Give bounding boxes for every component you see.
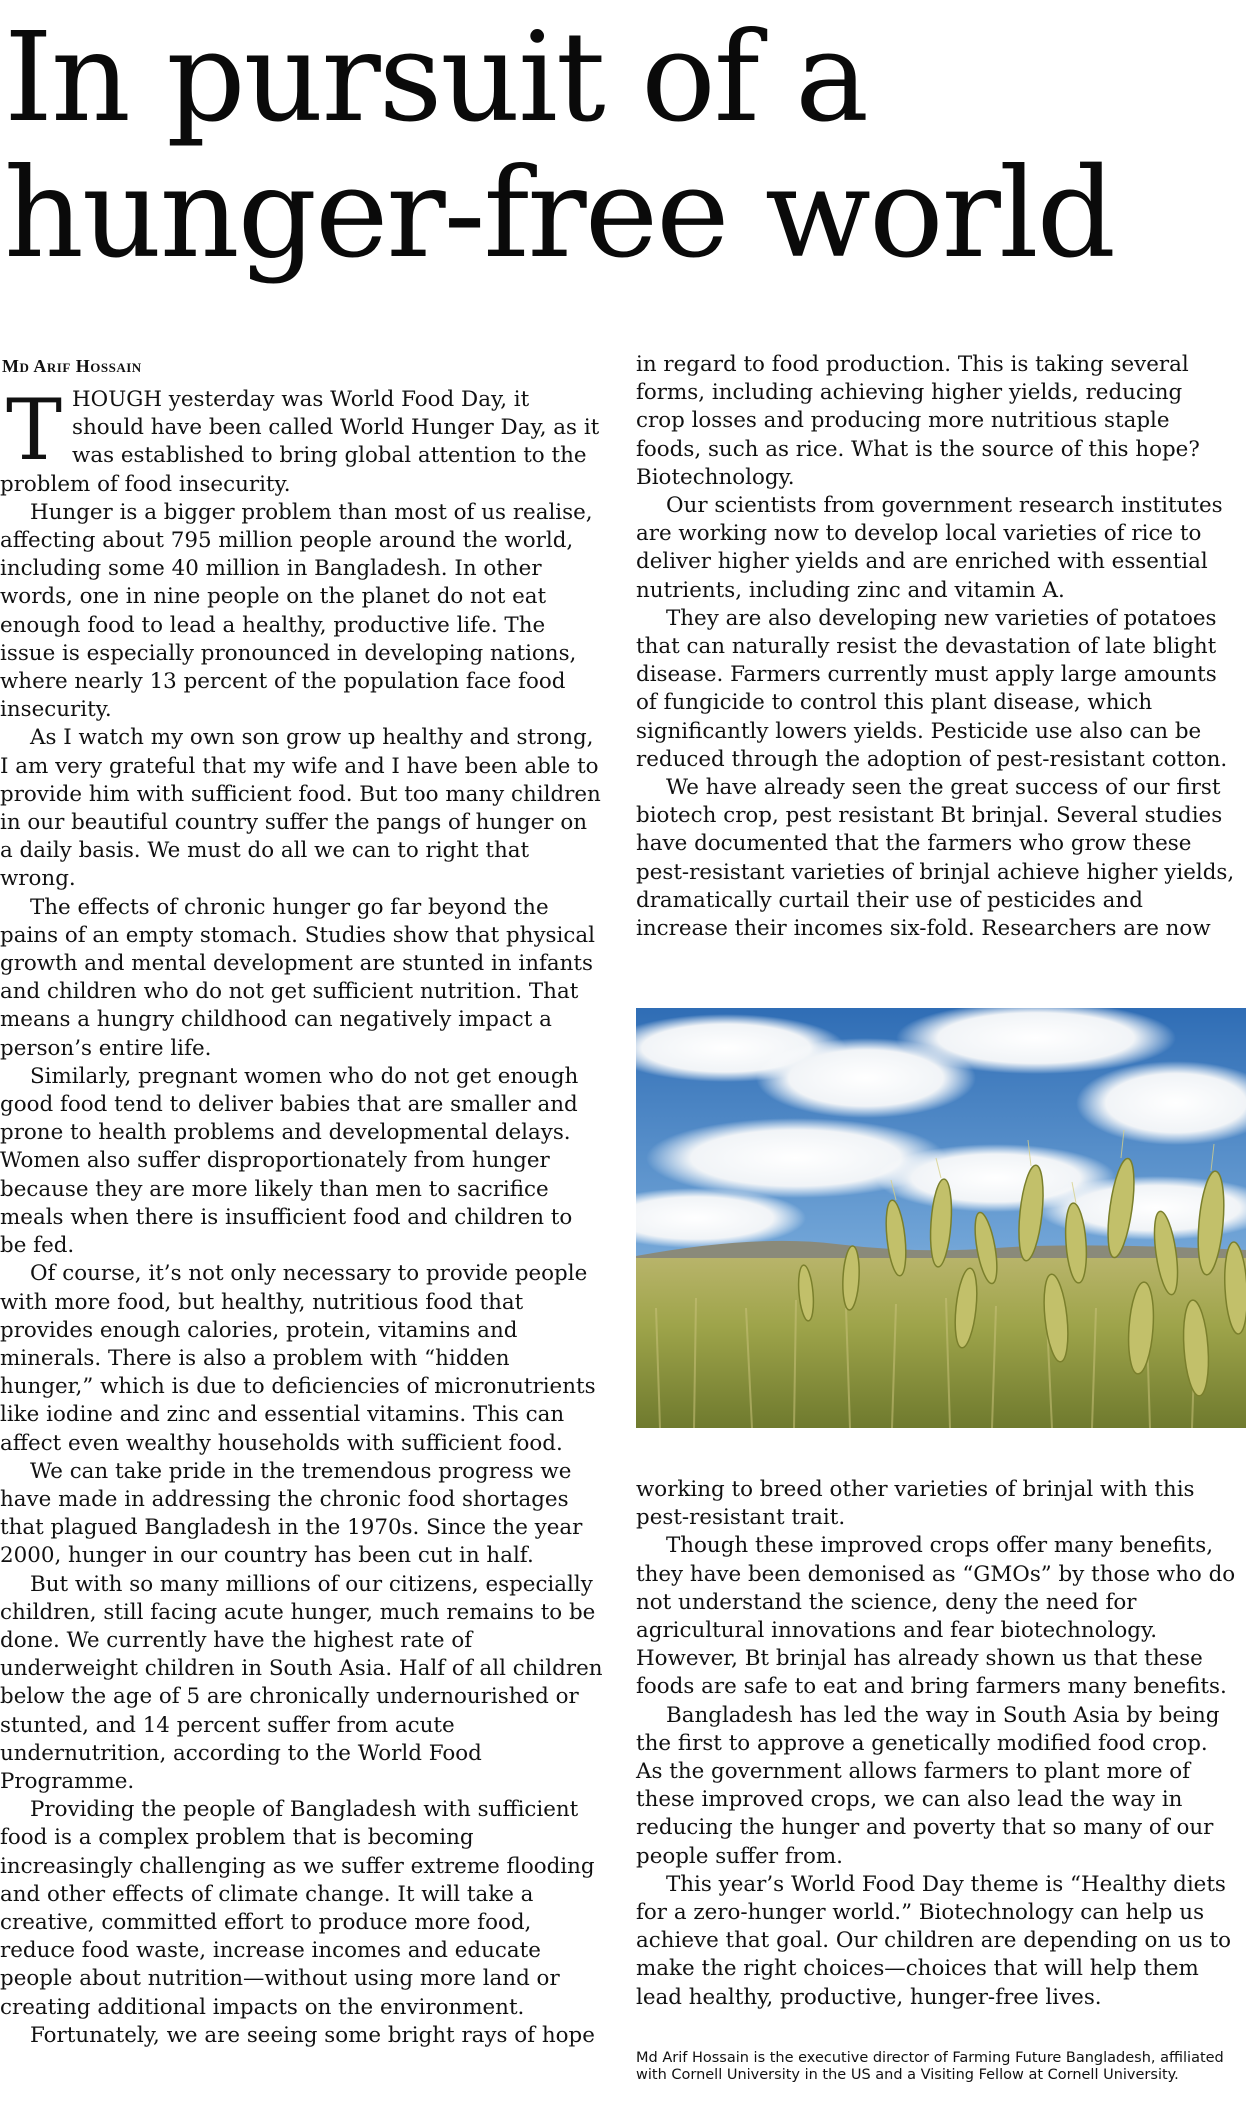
paragraph: Providing the people of Bangladesh with sufficient food is a complex problem that is becoming increasingly challenging as we suffer extreme flooding and other effects of climate change. It will take a creative, committed effort to produce more food, reduce food waste, increase incomes and educate people about nutrition—without using more land or creating additional impacts on the environment. [0,1797,595,2020]
drop-cap: T [6,381,63,479]
paragraph [0,381,604,499]
headline: In pursuit of a hunger-free world [4,6,1114,286]
paragraph: in regard to food production. This is taking several forms, including achieving higher yields, reducing crop losses and producing more nutritious staple foods, such as rice. What is the source of this hope? Biotechnology. [636,352,1200,490]
paragraph: As I watch my own son grow up healthy and strong, I am very grateful that my wife and I have been able to provide him with sufficient food. But too many children in our beautiful country suffer the pangs of hunger on a daily basis. We must do all we can to right that wrong. [0,725,601,892]
right-column-bottom [636,1476,1236,2012]
paragraph: But with so many millions of our citizens, especially children, still facing acute hunger, much remains to be done. We currently have the highest rate of underweight children in South Asia. Half of all children below the age of 5 are chronically undernourished or stunted, and 14 percent suffer from acute undernutrition, according to the World Food Programme. [0,1571,603,1794]
paragraph: working to breed other varieties of brinjal with this pest-resistant trait. [636,1477,1195,1531]
paragraph: We have already seen the great success of our first biotech crop, pest resistant Bt brinjal. Several studies have documented that the farmers who grow these pest-resistant varieties of brinjal achieve higher yields, dramatically curtail their use of pesticides and increase their incomes six-fold. Researchers are now [636,775,1235,942]
paragraph: Similarly, pregnant women who do not get enough good food tend to deliver babies that are smaller and prone to health problems and developmental delays. Women also suffer disproportionately from hunger because they are more likely than men to sacrifice meals when there is insufficient food and children to be fed. [0,1063,579,1259]
paragraph: Of course, it’s not only necessary to provide people with more food, but healthy, nutritious food that provides enough calories, protein, vitamins and minerals. There is also a problem with “hidden hunger,” which is due to deficiencies of micronutrients like iodine and zinc and essential vitamins. This can affect even wealthy households with sufficient food. [0,1261,596,1456]
left-column [0,381,604,2050]
right-column-top [636,351,1236,943]
paragraph: Fortunately, we are seeing some bright rays of hope [30,2022,595,2048]
paragraph-text: HOUGH yesterday was World Food Day, it should have been called World Hunger Day, as it was established to bring global attention to the problem of food insecurity. [0,387,600,497]
paragraph: Bangladesh has led the way in South Asia by being the first to approve a genetically modified food crop. As the government allows farmers to plant more of these improved crops, we can also lead the way in reducing the hunger and poverty that so many of our people suffer from. [636,1702,1220,1869]
author-bio: Md Arif Hossain is the executive director of Farming Future Bangladesh, affiliated with Cornell University in the US and a Visiting Fellow at Cornell University. [636,2050,1224,2083]
paragraph: This year’s World Food Day theme is “Healthy diets for a zero-hunger world.” Biotechnology can help us achieve that goal. Our children are depending on us to make the right choices—choices that will help them lead healthy, productive, hunger-free lives. [636,1871,1231,2010]
byline: Md Arif Hossain [2,356,142,376]
paragraph: Our scientists from government research institutes are working now to develop local varieties of rice to deliver higher yields and are enriched with essential nutrients, including zinc and vitamin A. [636,493,1223,603]
paragraph: We can take pride in the tremendous progress we have made in addressing the chronic food shortages that plagued Bangladesh in the 1970s. Since the year 2000, hunger in our country has been cut in half. [0,1458,583,1569]
paragraph: Though these improved crops offer many benefits, they have been demonised as “GMOs” by those who do not understand the science, deny the need for agricultural innovations and fear biotechnology. However, Bt brinjal has already shown us that these foods are safe to eat and bring farmers many benefits. [636,1533,1236,1700]
paragraph: They are also developing new varieties of potatoes that can naturally resist the devastation of late blight disease. Farmers currently must apply large amounts of fungicide to control this plant disease, which significantly lowers yields. Pesticide use also can be reduced through the adoption of pest-resistant cotton. [636,605,1228,772]
paragraph: The effects of chronic hunger go far beyond the pains of an empty stomach. Studies show that physical growth and mental development are stunted in infants and children who do not get sufficient nutrition. That means a hungry childhood can negatively impact a person’s entire life. [0,894,595,1061]
wheat-field-photo [636,1008,1246,1428]
paragraph: Hunger is a bigger problem than most of us realise, affecting about 795 million people around the world, including some 40 million in Bangladesh. In other words, one in nine people on the planet do not eat enough food to lead a healthy, productive life. The issue is especially pronounced in developing nations, where nearly 13 percent of the population face food insecurity. [0,499,593,723]
